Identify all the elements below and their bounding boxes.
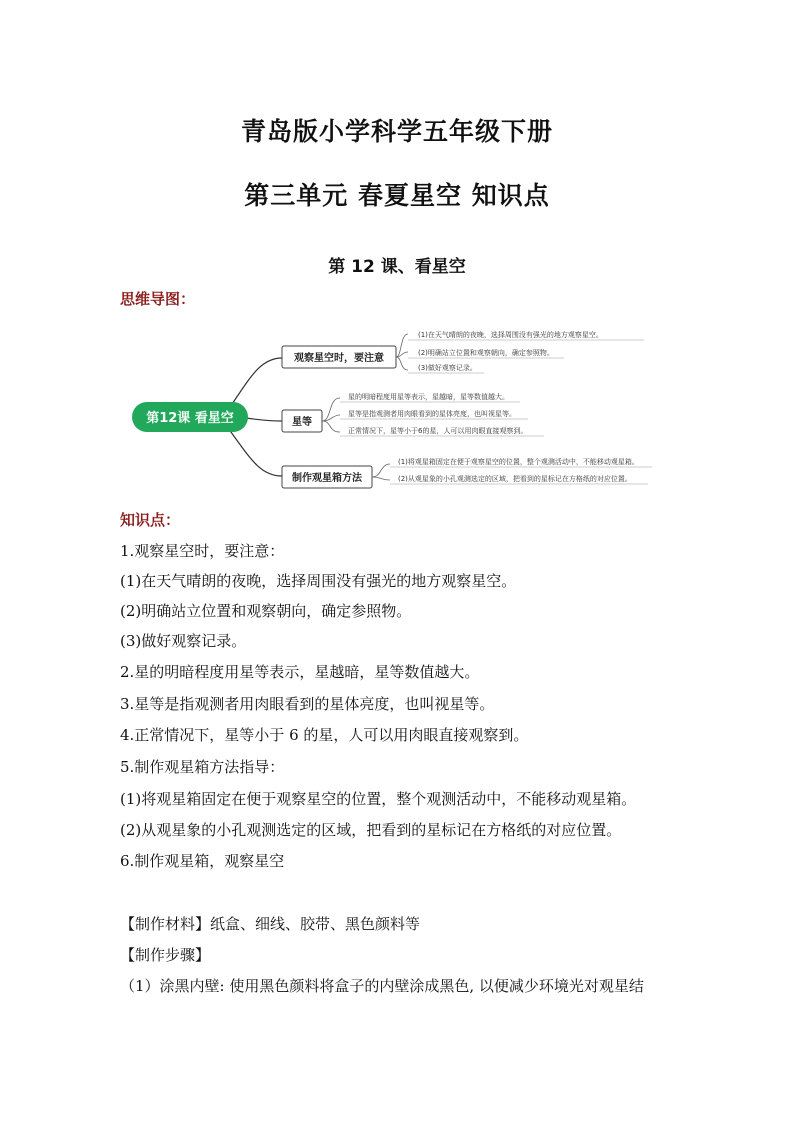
knowledge-line-9: (1)将观星箱固定在便于观察星空的位置，整个观测活动中，不能移动观星箱。 xyxy=(120,790,637,808)
mindmap-leaf-3-1: (1)将观星箱固定在便于观察星空的位置，整个观测活动中，不能移动观星箱。 xyxy=(398,458,639,466)
mindmap-leaf-2-2: 星等是指观测者用肉眼看到的星体亮度，也叫视星等。 xyxy=(348,410,516,418)
knowledge-line-11: 6.制作观星箱，观察星空 xyxy=(120,852,285,870)
lesson-title: 第 12 课、看星空 xyxy=(328,257,466,277)
mindmap-leaf-2-1: 星的明暗程度用星等表示，星越暗，星等数值越大。 xyxy=(348,393,509,401)
mindmap-leaf-1-2: (2)明确站立位置和观察朝向，确定参照物。 xyxy=(418,349,554,357)
materials-label: 【制作材料】 xyxy=(120,915,211,933)
mindmap-branch-2-label: 星等 xyxy=(292,417,312,428)
knowledge-line-1: 1.观察星空时，要注意： xyxy=(120,542,285,560)
knowledge-line-5: 2.星的明暗程度用星等表示，星越暗，星等数值越大。 xyxy=(120,663,480,681)
mindmap-leaf-2-3: 正常情况下，星等小于6的星，人可以用肉眼直接观察到。 xyxy=(348,427,528,435)
knowledge-line-6: 3.星等是指观测者用肉眼看到的星体亮度，也叫视星等。 xyxy=(120,695,495,713)
document-subtitle: 第三单元 春夏星空 知识点 xyxy=(244,181,550,210)
mindmap-branch-3-label: 制作观星箱方法 xyxy=(292,473,362,484)
mindmap-branch-1-label: 观察星空时，要注意 xyxy=(294,353,384,364)
knowledge-line-4: (3)做好观察记录。 xyxy=(120,632,247,650)
connector-root-branch3 xyxy=(228,428,282,476)
knowledge-line-7: 4.正常情况下，星等小于 6 的星，人可以用肉眼直接观察到。 xyxy=(120,726,529,744)
mindmap-leaf-1-1: (1)在天气晴朗的夜晚，选择周围没有强光的地方观察星空。 xyxy=(418,331,603,339)
steps-label: 【制作步骤】 xyxy=(120,946,211,964)
mindmap-heading: 思维导图： xyxy=(120,290,196,308)
knowledge-line-8: 5.制作观星箱方法指导： xyxy=(120,758,285,776)
knowledge-line-2: (1)在天气晴朗的夜晚，选择周围没有强光的地方观察星空。 xyxy=(120,572,517,590)
mindmap-leaf-3-2: (2)从观星象的小孔观测选定的区域，把看到的星标记在方格纸的对应位置。 xyxy=(398,475,632,483)
knowledge-heading: 知识点： xyxy=(120,511,181,529)
knowledge-line-10: (2)从观星象的小孔观测选定的区域，把看到的星标记在方格纸的对应位置。 xyxy=(120,821,622,839)
mindmap-root-label: 第12课 看星空 xyxy=(146,411,234,426)
mindmap-leaf-1-3: (3)做好观察记录。 xyxy=(418,364,477,372)
knowledge-line-3: (2)明确站立位置和观察朝向，确定参照物。 xyxy=(120,602,412,620)
mindmap xyxy=(120,318,680,498)
materials-list: 纸盒、细线、胶带、黑色颜料等 xyxy=(210,915,421,933)
document-title: 青岛版小学科学五年级下册 xyxy=(240,117,553,146)
connector-root-branch2 xyxy=(246,418,282,421)
step-1: （1）涂黑内壁: 使用黑色颜料将盒子的内壁涂成黑色, 以便减少环境光对观星结 xyxy=(120,977,644,995)
materials-line xyxy=(120,914,420,934)
connector-root-branch1 xyxy=(228,358,282,410)
